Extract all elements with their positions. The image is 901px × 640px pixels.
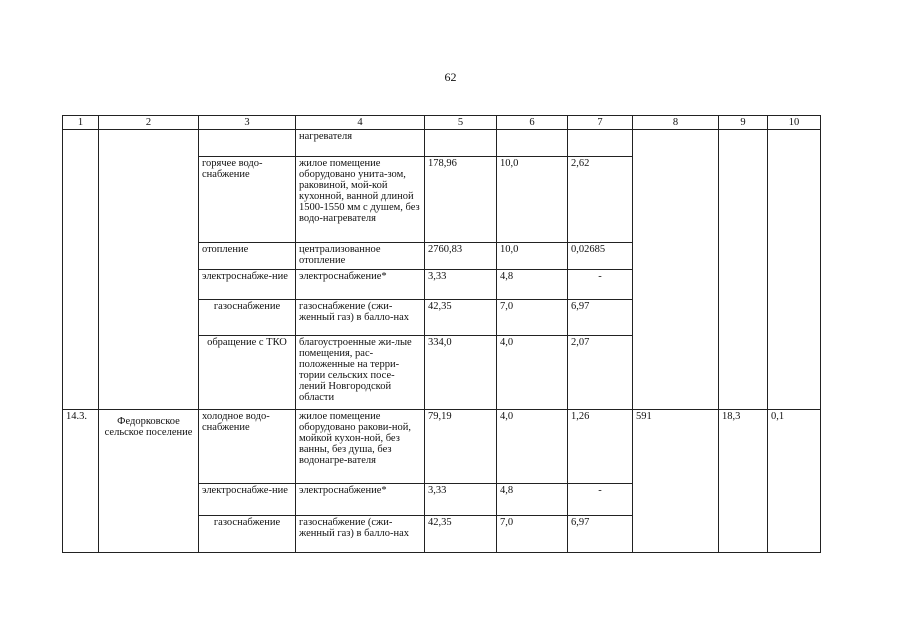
header-cell: 10 bbox=[768, 116, 821, 130]
service-cell: газоснабжение bbox=[199, 300, 296, 336]
value-cell-7: - bbox=[568, 270, 633, 300]
value-cell-5: 79,19 bbox=[425, 410, 497, 484]
value-cell-7 bbox=[568, 130, 633, 157]
description-cell: электроснабжение* bbox=[296, 270, 425, 300]
description-cell: газоснабжение (сжи-женный газ) в балло-нах bbox=[296, 300, 425, 336]
header-cell: 6 bbox=[497, 116, 568, 130]
settlement-cell: Федорковское сельское поселение bbox=[99, 410, 199, 553]
service-cell: горячее водо-снабжение bbox=[199, 157, 296, 243]
table-row bbox=[63, 410, 821, 484]
value-cell-7: 6,97 bbox=[568, 516, 633, 553]
value-cell-6: 7,0 bbox=[497, 516, 568, 553]
header-cell: 5 bbox=[425, 116, 497, 130]
value-cell-10: 0,1 bbox=[768, 410, 821, 553]
value-cell-6: 7,0 bbox=[497, 300, 568, 336]
description-cell: газоснабжение (сжи-женный газ) в балло-нах bbox=[296, 516, 425, 553]
value-cell-6: 10,0 bbox=[497, 157, 568, 243]
table-row bbox=[63, 130, 821, 157]
header-cell: 3 bbox=[199, 116, 296, 130]
description-cell: благоустроенные жи-лые помещения, рас-положенные на терри-тории сельских посе-лений Новгородской области bbox=[296, 336, 425, 410]
settlement-cell bbox=[99, 130, 199, 410]
service-cell: электроснабже-ние bbox=[199, 270, 296, 300]
value-cell-5: 2760,83 bbox=[425, 243, 497, 270]
header-cell: 4 bbox=[296, 116, 425, 130]
header-row bbox=[63, 116, 821, 130]
service-cell: газоснабжение bbox=[199, 516, 296, 553]
row-number-cell bbox=[63, 130, 99, 410]
header-cell: 8 bbox=[633, 116, 719, 130]
service-cell: холодное водо-снабжение bbox=[199, 410, 296, 484]
value-cell-7: 2,62 bbox=[568, 157, 633, 243]
value-cell-6: 4,8 bbox=[497, 484, 568, 516]
header-cell: 7 bbox=[568, 116, 633, 130]
value-cell-8: 591 bbox=[633, 410, 719, 553]
value-cell-7: 1,26 bbox=[568, 410, 633, 484]
description-cell: жилое помещение оборудовано ракови-ной, мойкой кухон-ной, без ванны, без душа, без водонагре-вателя bbox=[296, 410, 425, 484]
description-cell: жилое помещение оборудовано унита-зом, раковиной, мой-кой кухонной, ванной длиной 1500-1550 мм с душем, без водо-нагревателя bbox=[296, 157, 425, 243]
value-cell-6: 4,8 bbox=[497, 270, 568, 300]
value-cell-5 bbox=[425, 130, 497, 157]
header-cell: 2 bbox=[99, 116, 199, 130]
value-cell-6: 4,0 bbox=[497, 336, 568, 410]
value-cell-6: 4,0 bbox=[497, 410, 568, 484]
value-cell-7: 2,07 bbox=[568, 336, 633, 410]
description-cell: нагревателя bbox=[296, 130, 425, 157]
description-cell: электроснабжение* bbox=[296, 484, 425, 516]
value-cell-5: 334,0 bbox=[425, 336, 497, 410]
header-cell: 9 bbox=[719, 116, 768, 130]
value-cell-5: 42,35 bbox=[425, 516, 497, 553]
tariff-table bbox=[62, 115, 821, 553]
service-cell: отопление bbox=[199, 243, 296, 270]
service-cell: электроснабже-ние bbox=[199, 484, 296, 516]
value-cell-5: 178,96 bbox=[425, 157, 497, 243]
service-cell bbox=[199, 130, 296, 157]
value-cell-7: 6,97 bbox=[568, 300, 633, 336]
value-cell-7: 0,02685 bbox=[568, 243, 633, 270]
value-cell-6 bbox=[497, 130, 568, 157]
header-cell: 1 bbox=[63, 116, 99, 130]
row-number-cell: 14.3. bbox=[63, 410, 99, 553]
service-cell: обращение с ТКО bbox=[199, 336, 296, 410]
value-cell-5: 42,35 bbox=[425, 300, 497, 336]
value-cell-5: 3,33 bbox=[425, 484, 497, 516]
value-cell-6: 10,0 bbox=[497, 243, 568, 270]
value-cell-10 bbox=[768, 130, 821, 410]
value-cell-7: - bbox=[568, 484, 633, 516]
value-cell-5: 3,33 bbox=[425, 270, 497, 300]
value-cell-9 bbox=[719, 130, 768, 410]
value-cell-9: 18,3 bbox=[719, 410, 768, 553]
description-cell: централизованное отопление bbox=[296, 243, 425, 270]
value-cell-8 bbox=[633, 130, 719, 410]
page-number: 62 bbox=[444, 70, 457, 84]
